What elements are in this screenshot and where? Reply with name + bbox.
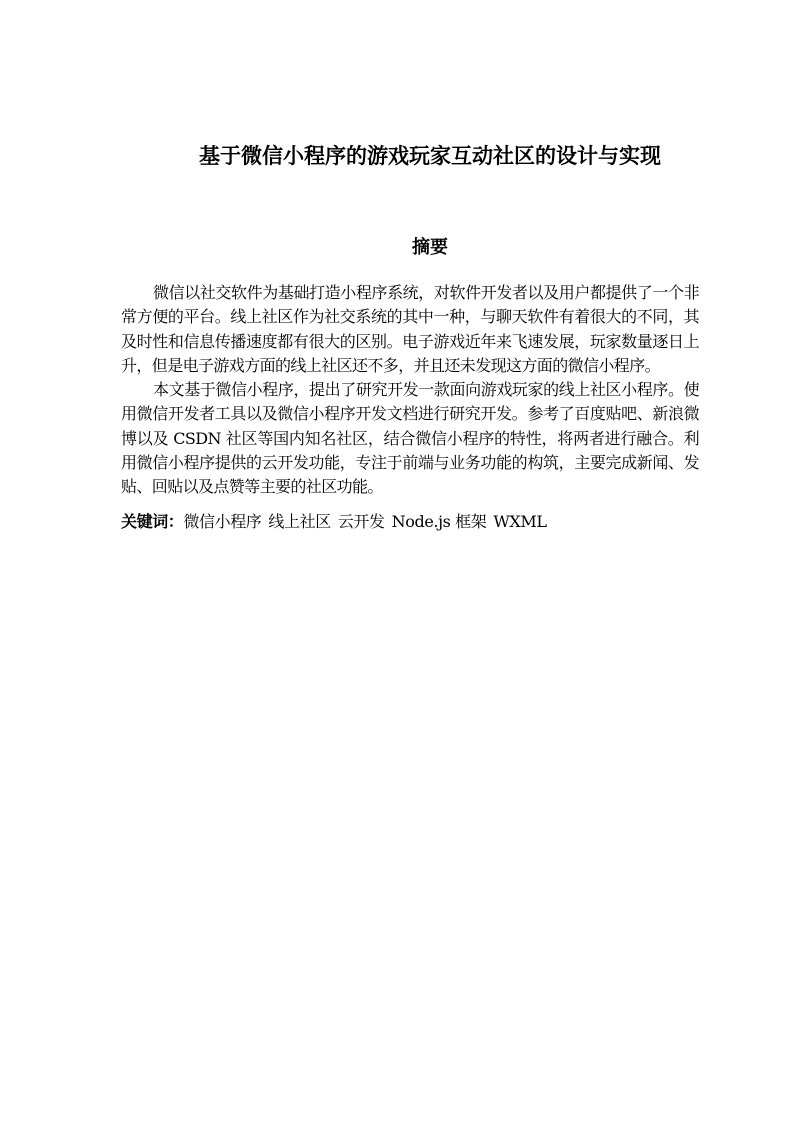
keyword-item: 微信小程序 (183, 511, 262, 531)
abstract-paragraph-1: 微信以社交软件为基础打造小程序系统，对软件开发者以及用户都提供了一个非常方便的平台。线上社区作为社交系统的其中一种，与聊天软件有着很大的不同，其及时性和信息传播速度都有很大的区别。电子游戏近年来飞速发展，玩家数量逐日上升，但是电子游戏方面的线上社区还不多，并且还未发现这方面的微信小程序。 (121, 283, 699, 375)
keyword-item: WXML (493, 511, 547, 531)
keyword-item: 云开发 (337, 511, 385, 531)
abstract-paragraph-2: 本文基于微信小程序，提出了研究开发一款面向游戏玩家的线上社区小程序。使用微信开发者工具以及微信小程序开发文档进行研究开发。参考了百度贴吧、新浪微博以及 CSDN 社区等国内知名社区，结合微信小程序的特性，将两者进行融合。利用微信小程序提供的云开发功能，专注于前端与业务功能的构筑，主要完成新闻、发贴、回贴以及点赞等主要的社区功能。 (121, 380, 699, 497)
keywords-label: 关键词： (121, 511, 184, 531)
keyword-item: 线上社区 (268, 511, 331, 531)
abstract-heading: 摘要 (412, 237, 448, 258)
paper-title: 基于微信小程序的游戏玩家互动社区的设计与实现 (199, 144, 661, 168)
keywords-line (121, 510, 699, 534)
keyword-item: Node.js 框架 (391, 511, 487, 531)
abstract-body (121, 281, 699, 534)
